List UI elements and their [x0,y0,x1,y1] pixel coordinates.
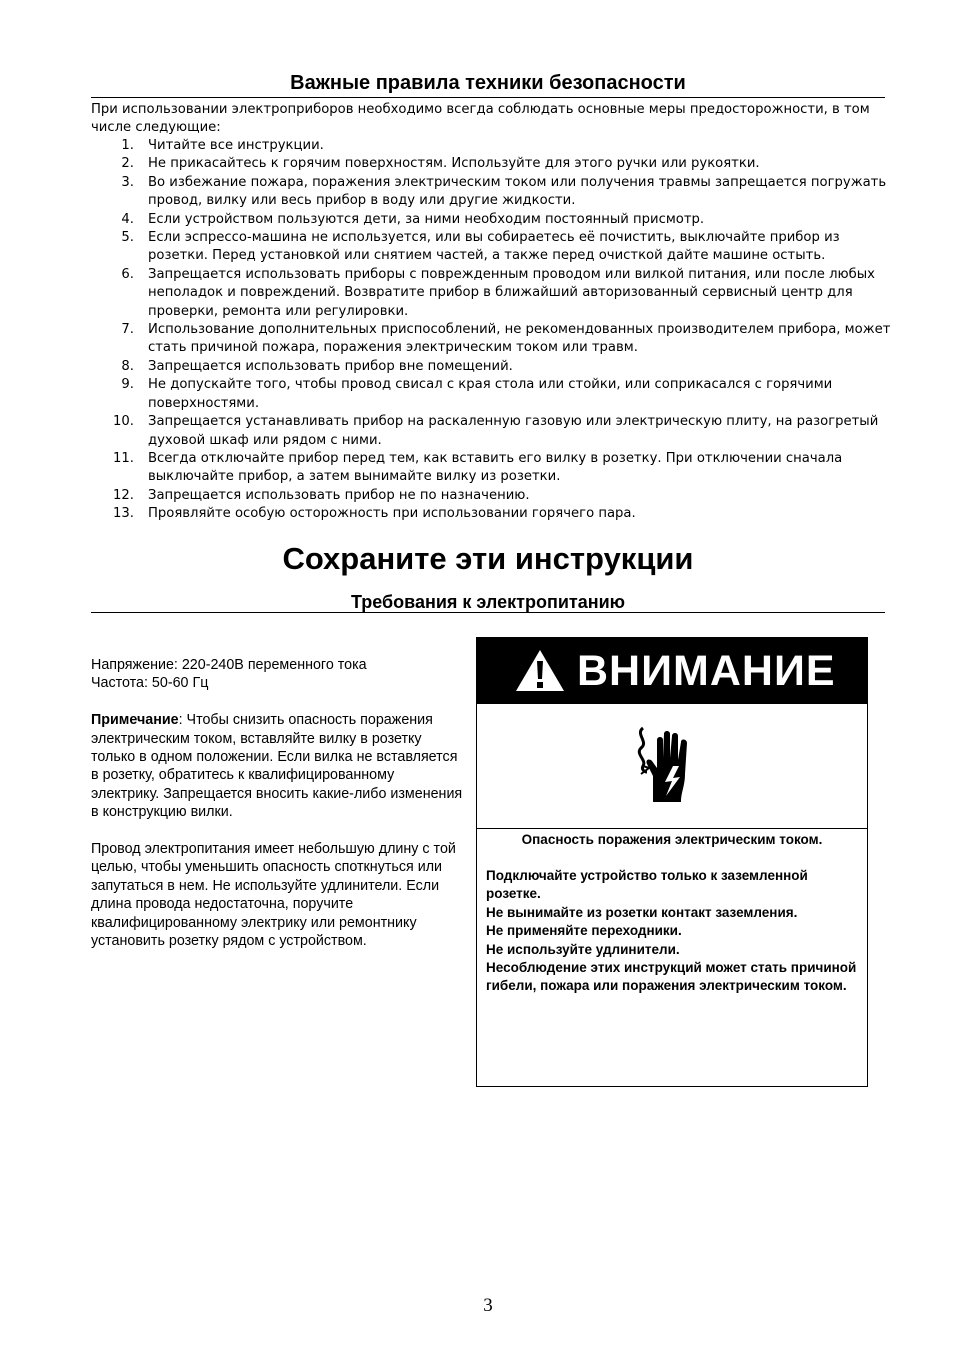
item-number: 6. [121,266,134,282]
item-number: 12. [113,487,134,503]
item-text: Запрещается использовать прибор не по назначению. [148,487,530,503]
item-number: 9. [121,377,134,393]
item-text: Использование дополнительных приспособлений, не рекомендованных производителем прибора, может стать причиной пожара, поражения электрическим током или травм. [148,322,891,356]
note-paragraph [91,711,463,821]
safety-rules-list [91,137,891,524]
list-item [91,174,891,211]
item-number: 2. [121,156,134,172]
warning-line: Подключайте устройство только к заземленной розетке. [486,868,808,902]
frequency-line: Частота: 50-60 Гц [91,675,209,692]
item-number: 1. [121,138,134,153]
warning-divider [477,828,867,829]
section-underline [91,612,885,613]
list-item [91,137,891,155]
item-text: Если устройством пользуются дети, за ними необходим постоянный присмотр. [148,211,705,227]
list-item [91,505,891,523]
note-label: Примечание [91,712,179,729]
item-number: 8. [121,358,134,374]
list-item [91,229,891,266]
title-underline [91,97,885,98]
item-text: Проявляйте особую осторожность при использовании горячего пара. [148,506,636,522]
list-item [91,321,891,358]
item-number: 11. [113,450,134,466]
list-item [91,487,891,505]
list-item [91,211,891,229]
page-number: 3 [483,1295,493,1316]
item-number: 4. [121,211,134,227]
list-item [91,155,891,173]
item-number: 5. [121,230,134,246]
warning-caption: Опасность поражения электрическим током. [521,832,823,847]
warning-line: Не применяйте переходники. [486,923,682,939]
list-item [91,266,891,321]
electric-shock-hand-icon [633,726,699,804]
intro-paragraph: При использовании электроприборов необходимо всегда соблюдать основные меры предосторожности, в том числе следующие: [91,102,870,136]
item-text: Всегда отключайте прибор перед тем, как вставить его вилку в розетку. При отключении сначала выключайте прибор, а затем вынимайте вилку из розетки. [148,450,843,485]
item-text: Если эспрессо-машина не используется, или вы собираетесь её почистить, выключайте прибор из розетки. Перед установкой или снятием частей, а также перед очисткой дайте машине остыть. [148,230,840,264]
item-number: 7. [121,322,134,338]
cord-paragraph: Провод электропитания имеет небольшую длину с той целью, чтобы уменьшить опасность споткнуться или запутаться в нем. Не используйте удлинители. Если длина провода недостаточна, поручите квалифицированному электрику или ремонтнику установить розетку рядом с устройством. [91,841,456,950]
warning-header [477,638,867,704]
warning-line: Не вынимайте из розетки контакт заземления. [486,904,798,920]
note-text: : Чтобы снизить опасность поражения электрическим током, вставляйте вилку в розетку только в одном положении. Если вилка не вставляется в розетку, обратитесь к квалифицированному электрику. Запрещается вносить какие-либо изменения в конструкцию вилки. [91,712,463,821]
save-instructions-heading: Сохраните эти инструкции [282,541,694,576]
item-text: Читайте все инструкции. [148,138,324,153]
warning-triangle-icon [514,647,566,693]
warning-line: Несоблюдение этих инструкций может стать причиной гибели, пожара или поражения электрическим током. [486,960,857,994]
item-text: Не допускайте того, чтобы провод свисал с края стола или стойки, или соприкасался с горячими поверхностями. [148,377,833,411]
item-text: Запрещается использовать прибор вне помещений. [148,358,513,374]
list-item [91,358,891,376]
warning-instructions [486,867,864,996]
warning-box [476,637,868,1087]
item-number: 13. [113,506,134,522]
warning-heading: ВНИМАНИЕ [577,647,836,695]
item-text: Не прикасайтесь к горячим поверхностям. Используйте для этого ручки или рукоятки. [148,156,760,172]
item-text: Запрещается устанавливать прибор на раскаленную газовую или электрическую плиту, на разогретый духовой шкаф или рядом с ними. [148,414,879,448]
item-number: 3. [121,174,134,190]
warning-line: Не используйте удлинители. [486,941,680,957]
power-requirements-text [91,656,463,950]
voltage-line: Напряжение: 220-240В переменного тока [91,657,367,673]
list-item [91,413,891,450]
safety-title: Важные правила техники безопасности [290,72,686,94]
list-item [91,376,891,413]
item-text: Запрещается использовать приборы с поврежденным проводом или вилкой питания, или после любых неполадок и повреждений. Возвратите прибор в ближайший авторизованный сервисный центр для проверки, ремонта или регулировки. [148,266,875,319]
item-number: 10. [113,414,134,430]
item-text: Во избежание пожара, поражения электрическим током или получения травмы запрещается погружать провод, вилку или весь прибор в воду или другие жидкости. [148,174,887,209]
power-requirements-heading: Требования к электропитанию [350,592,626,612]
list-item [91,450,891,487]
